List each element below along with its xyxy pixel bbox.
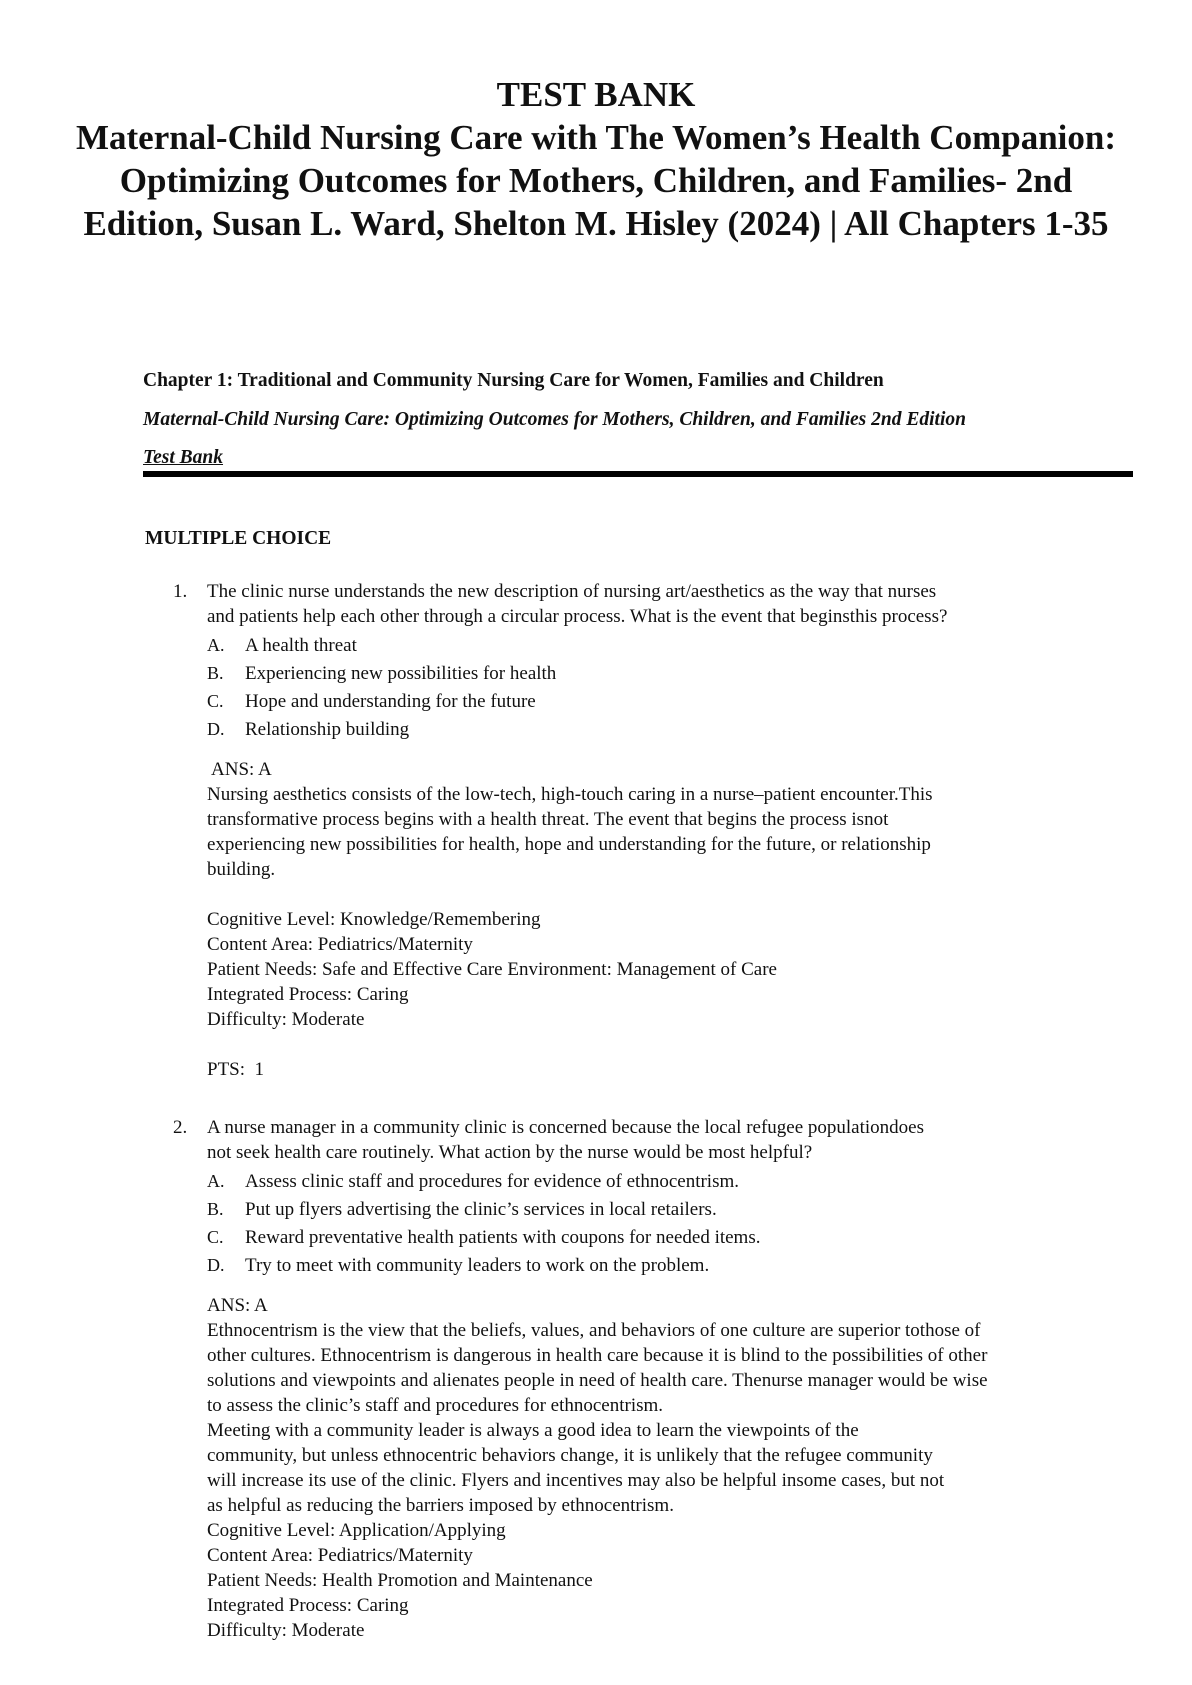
meta-line: Difficulty: Moderate (207, 1620, 365, 1641)
option-text: Experiencing new possibilities for health (245, 663, 557, 684)
test-bank-label: Test Bank (143, 447, 224, 468)
option-text: Assess clinic staff and procedures for evidence of ethnocentrism. (245, 1171, 740, 1192)
meta-line: Cognitive Level: Knowledge/Remembering (207, 909, 541, 930)
option-letter: A. (207, 1171, 225, 1191)
title-line: Optimizing Outcomes for Mothers, Children, and Families- 2nd (119, 161, 1073, 200)
meta-line: Integrated Process: Caring (207, 1595, 409, 1616)
rationale-line: Meeting with a community leader is always a good idea to learn the viewpoints of the (207, 1420, 859, 1441)
option-text: Reward preventative health patients with coupons for needed items. (245, 1227, 761, 1248)
rationale-line: transformative process begins with a health threat. The event that begins the process isnot (207, 809, 889, 830)
rationale (207, 782, 1133, 882)
document-title (40, 73, 1152, 245)
question-metadata (207, 907, 1133, 1032)
question-2 (173, 1115, 1133, 1643)
rationale-line: as helpful as reducing the barriers imposed by ethnocentrism. (207, 1495, 674, 1516)
meta-line: Content Area: Pediatrics/Maternity (207, 1545, 473, 1566)
meta-line: Difficulty: Moderate (207, 1009, 365, 1030)
meta-line: Cognitive Level: Application/Applying (207, 1520, 506, 1541)
option-c (207, 1223, 1133, 1251)
points: PTS: 1 (207, 1059, 265, 1080)
question-stem (207, 1115, 1133, 1165)
option-letter: B. (207, 663, 224, 683)
rationale-line: other cultures. Ethnocentrism is dangerous in health care because it is blind to the possibilities of other (207, 1345, 988, 1366)
option-letter: B. (207, 1199, 224, 1219)
answer-options (207, 1167, 1133, 1279)
meta-line: Integrated Process: Caring (207, 984, 409, 1005)
answer-options (207, 631, 1133, 743)
answer-key: ANS: A (207, 1295, 268, 1316)
question-metadata (207, 1518, 1133, 1643)
option-letter: D. (207, 719, 225, 739)
meta-line: Patient Needs: Health Promotion and Maintenance (207, 1570, 593, 1591)
rationale-line: Ethnocentrism is the view that the beliefs, values, and behaviors of one culture are superior tothose of (207, 1320, 981, 1341)
option-a (207, 631, 1133, 659)
rationale-line: will increase its use of the clinic. Flyers and incentives may also be helpful insome cases, but not (207, 1470, 945, 1491)
title-line: TEST BANK (496, 75, 696, 114)
rationale-line: solutions and viewpoints and alienates people in need of health care. Thenurse manager would be wise (207, 1370, 988, 1391)
option-letter: A. (207, 635, 225, 655)
option-text: Put up flyers advertising the clinic’s services in local retailers. (245, 1199, 717, 1220)
meta-line: Content Area: Pediatrics/Maternity (207, 934, 473, 955)
book-title: Maternal-Child Nursing Care: Optimizing Outcomes for Mothers, Children, and Families 2nd Edition (143, 409, 966, 430)
option-letter: C. (207, 1227, 224, 1247)
option-d (207, 715, 1133, 743)
rationale-line: Nursing aesthetics consists of the low-tech, high-touch caring in a nurse–patient encounter.This (207, 784, 933, 805)
rationale-line: to assess the clinic’s staff and procedures for ethnocentrism. (207, 1395, 664, 1416)
heading-divider (143, 471, 1133, 477)
chapter-heading: Chapter 1: Traditional and Community Nursing Care for Women, Families and Children (143, 370, 884, 391)
option-a (207, 1167, 1133, 1195)
option-b (207, 1195, 1133, 1223)
option-b (207, 659, 1133, 687)
stem-line: The clinic nurse understands the new description of nursing art/aesthetics as the way that nurses (207, 581, 937, 602)
question-1 (173, 579, 1133, 1082)
stem-line: and patients help each other through a circular process. What is the event that beginsthis process? (207, 606, 948, 627)
question-number: 1. (173, 581, 188, 602)
option-text: Try to meet with community leaders to work on the problem. (245, 1255, 710, 1276)
question-stem (207, 579, 1133, 629)
stem-line: A nurse manager in a community clinic is concerned because the local refugee populationdoes (207, 1117, 924, 1138)
title-line: Edition, Susan L. Ward, Shelton M. Hisley (2024) | All Chapters 1-35 (83, 204, 1109, 243)
title-line: Maternal-Child Nursing Care with The Women’s Health Companion: (75, 118, 1117, 157)
option-letter: D. (207, 1255, 225, 1275)
option-text: Relationship building (245, 719, 410, 740)
option-c (207, 687, 1133, 715)
option-letter: C. (207, 691, 224, 711)
option-d (207, 1251, 1133, 1279)
option-text: Hope and understanding for the future (245, 691, 536, 712)
rationale-line: community, but unless ethnocentric behaviors change, it is unlikely that the refugee community (207, 1445, 933, 1466)
stem-line: not seek health care routinely. What action by the nurse would be most helpful? (207, 1142, 813, 1163)
rationale-line: experiencing new possibilities for health, hope and understanding for the future, or relationship (207, 834, 931, 855)
option-text: A health threat (245, 635, 357, 656)
meta-line: Patient Needs: Safe and Effective Care Environment: Management of Care (207, 959, 777, 980)
section-heading: MULTIPLE CHOICE (145, 528, 332, 549)
rationale-line: building. (207, 859, 276, 880)
question-number: 2. (173, 1117, 188, 1138)
rationale (207, 1318, 1133, 1518)
answer-key: ANS: A (211, 759, 272, 780)
